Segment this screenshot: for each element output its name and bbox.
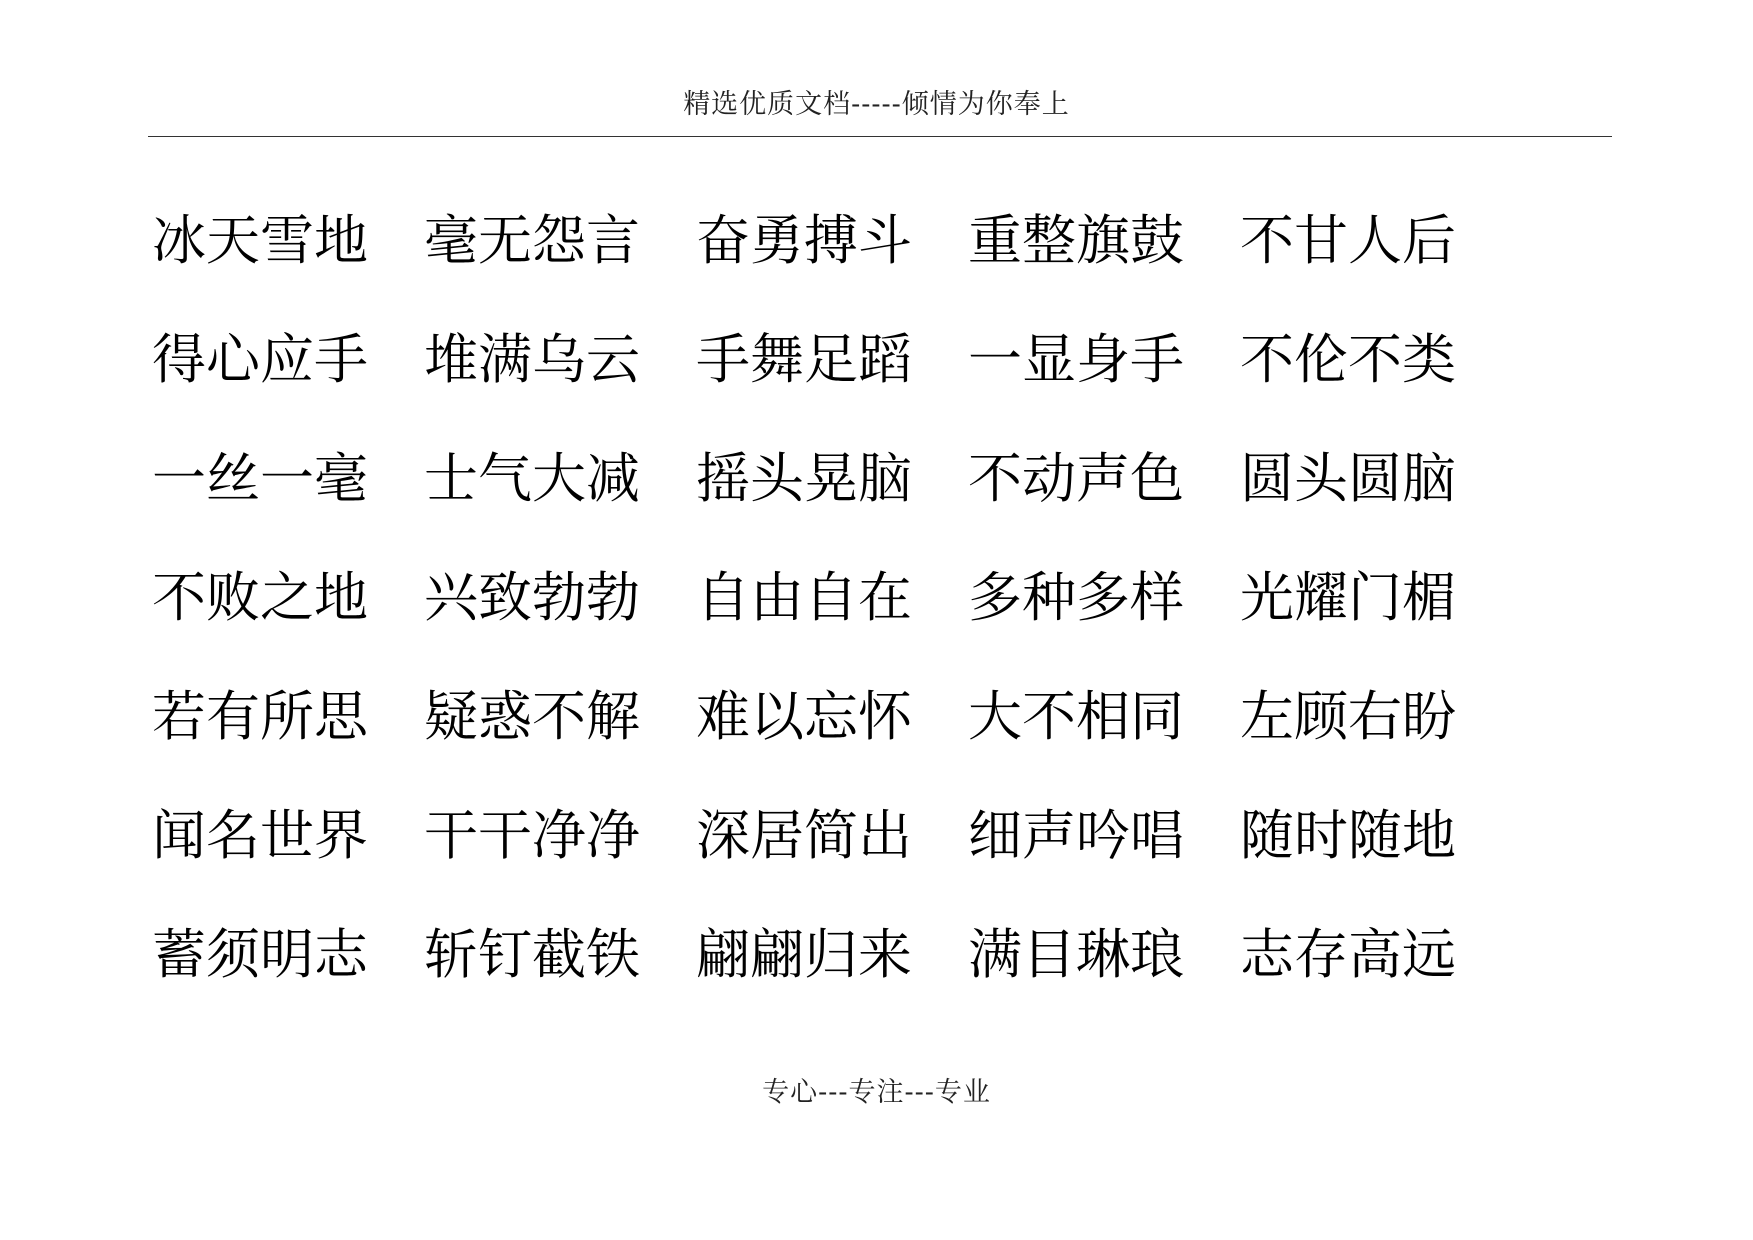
idiom-cell: 志存高远: [1240, 923, 1456, 986]
idiom-cell: 满目琳琅: [968, 923, 1184, 986]
idiom-cell: 摇头晃脑: [696, 447, 912, 510]
idiom-cell: 不败之地: [152, 566, 368, 629]
idiom-cell: 不甘人后: [1240, 209, 1456, 272]
idiom-cell: 不动声色: [968, 447, 1184, 510]
idiom-row: [152, 446, 1602, 565]
idiom-cell: 多种多样: [968, 566, 1184, 629]
idiom-cell: 毫无怨言: [424, 209, 640, 272]
idiom-row: [152, 684, 1602, 803]
idiom-cell: 翩翩归来: [696, 923, 912, 986]
idiom-cell: 重整旗鼓: [968, 209, 1184, 272]
idiom-cell: 士气大减: [424, 447, 640, 510]
idiom-cell: 干干净净: [424, 804, 640, 867]
idiom-cell: 奋勇搏斗: [696, 209, 912, 272]
header-divider: [148, 136, 1612, 137]
idiom-cell: 一显身手: [968, 328, 1184, 391]
idiom-cell: 自由自在: [696, 566, 912, 629]
idiom-cell: 疑惑不解: [424, 685, 640, 748]
idiom-cell: 冰天雪地: [152, 209, 368, 272]
idiom-row: [152, 922, 1602, 1041]
idiom-cell: 蓄须明志: [152, 923, 368, 986]
idiom-row: [152, 565, 1602, 684]
idiom-cell: 难以忘怀: [696, 685, 912, 748]
idiom-cell: 大不相同: [968, 685, 1184, 748]
idiom-cell: 圆头圆脑: [1240, 447, 1456, 510]
page-header: 精选优质文档-----倾情为你奉上: [683, 89, 1070, 120]
idiom-cell: 斩钉截铁: [424, 923, 640, 986]
idiom-cell: 得心应手: [152, 328, 368, 391]
idiom-cell: 左顾右盼: [1240, 685, 1456, 748]
idiom-cell: 手舞足蹈: [696, 328, 912, 391]
idiom-cell: 兴致勃勃: [424, 566, 640, 629]
idiom-cell: 细声吟唱: [968, 804, 1184, 867]
page-footer: 专心---专注---专业: [762, 1077, 991, 1108]
idiom-cell: 闻名世界: [152, 804, 368, 867]
idiom-cell: 随时随地: [1240, 804, 1456, 867]
idiom-row: [152, 208, 1602, 327]
idiom-row: [152, 327, 1602, 446]
idiom-cell: 深居简出: [696, 804, 912, 867]
idiom-row: [152, 803, 1602, 922]
idiom-grid: [152, 208, 1602, 1041]
idiom-cell: 堆满乌云: [424, 328, 640, 391]
idiom-cell: 不伦不类: [1240, 328, 1456, 391]
idiom-cell: 若有所思: [152, 685, 368, 748]
idiom-cell: 一丝一毫: [152, 447, 368, 510]
idiom-cell: 光耀门楣: [1240, 566, 1456, 629]
